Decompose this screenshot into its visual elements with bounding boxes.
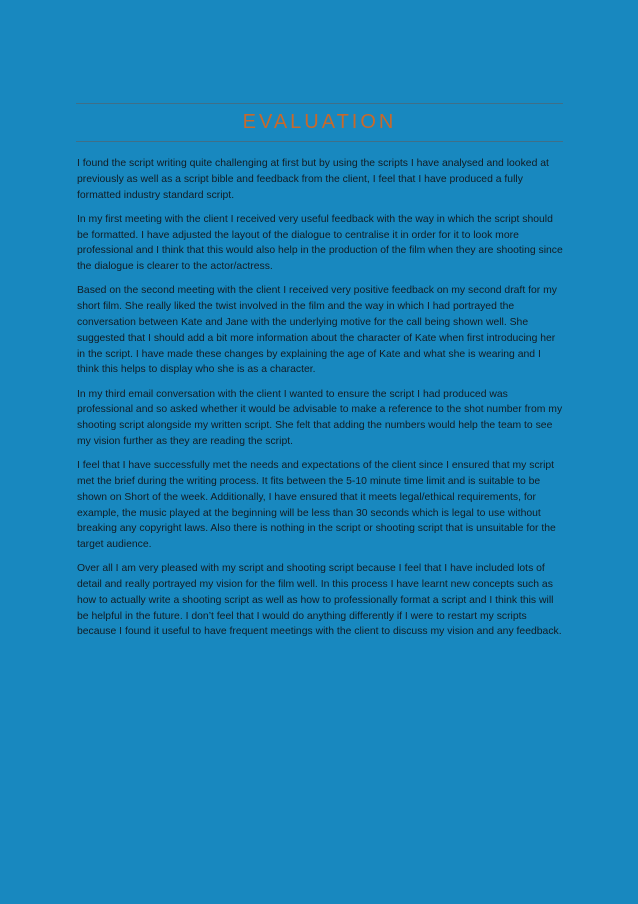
- title-banner: [76, 103, 563, 142]
- paragraph-5: I feel that I have successfully met the needs and expectations of the client since I ensured that my script met the brief during the writing process. It fits between the 5-10 minute time limit and is suitable to be shown on Short of the week. Additionally, I have ensured that it meets legal/ethical requirements, for example, the music played at the beginning will be less than 30 seconds which is legal to use without breaking any copyright laws. Also there is nothing in the script or shooting script that is unsuitable for the target audience.: [77, 460, 556, 551]
- paragraph-4: In my third email conversation with the client I wanted to ensure the script I had produced was professional and so asked whether it would be advisable to make a reference to the shot number from my shooting script alongside my written script. She felt that adding the numbers would help the team to see my vision further as they are reading the script.: [77, 388, 563, 447]
- evaluation-body: [77, 156, 565, 649]
- page-title: EVALUATION: [242, 111, 397, 133]
- paragraph-6: Over all I am very pleased with my script and shooting script because I feel that I have included lots of detail and really portrayed my vision for the film well. In this process I have learnt new concepts such as how to actually write a shooting script as well as how to professionally format a script and I think this will be helpful in the future. I don’t feel that I would do anything differently if I were to restart my scripts because I found it useful to have frequent meetings with the client to discuss my vision and any feedback.: [77, 563, 562, 638]
- paragraph-3: Based on the second meeting with the client I received very positive feedback on my second draft for my short film. She really liked the twist involved in the film and the way in which I had portrayed the conversation between Kate and Jane with the underlying motive for the call being shown well. She suggested that I should add a bit more information about the character of Kate when first introducing her in the script. I have made these changes by explaining the age of Kate and what she is wearing and I think this helps to display who she is as a character.: [77, 285, 557, 376]
- paragraph-2: In my first meeting with the client I received very useful feedback with the way in which the script should be formatted. I have adjusted the layout of the dialogue to centralise it in order for it to look more professional and I think that this would also help in the production of the film when they are shooting since the dialogue is clearer to the actor/actress.: [77, 213, 563, 273]
- paragraph-1: I found the script writing quite challenging at first but by using the scripts I have analysed and looked at previously as well as a script bible and feedback from the client, I feel that I have produced a fully formatted industry standard script.: [77, 158, 549, 201]
